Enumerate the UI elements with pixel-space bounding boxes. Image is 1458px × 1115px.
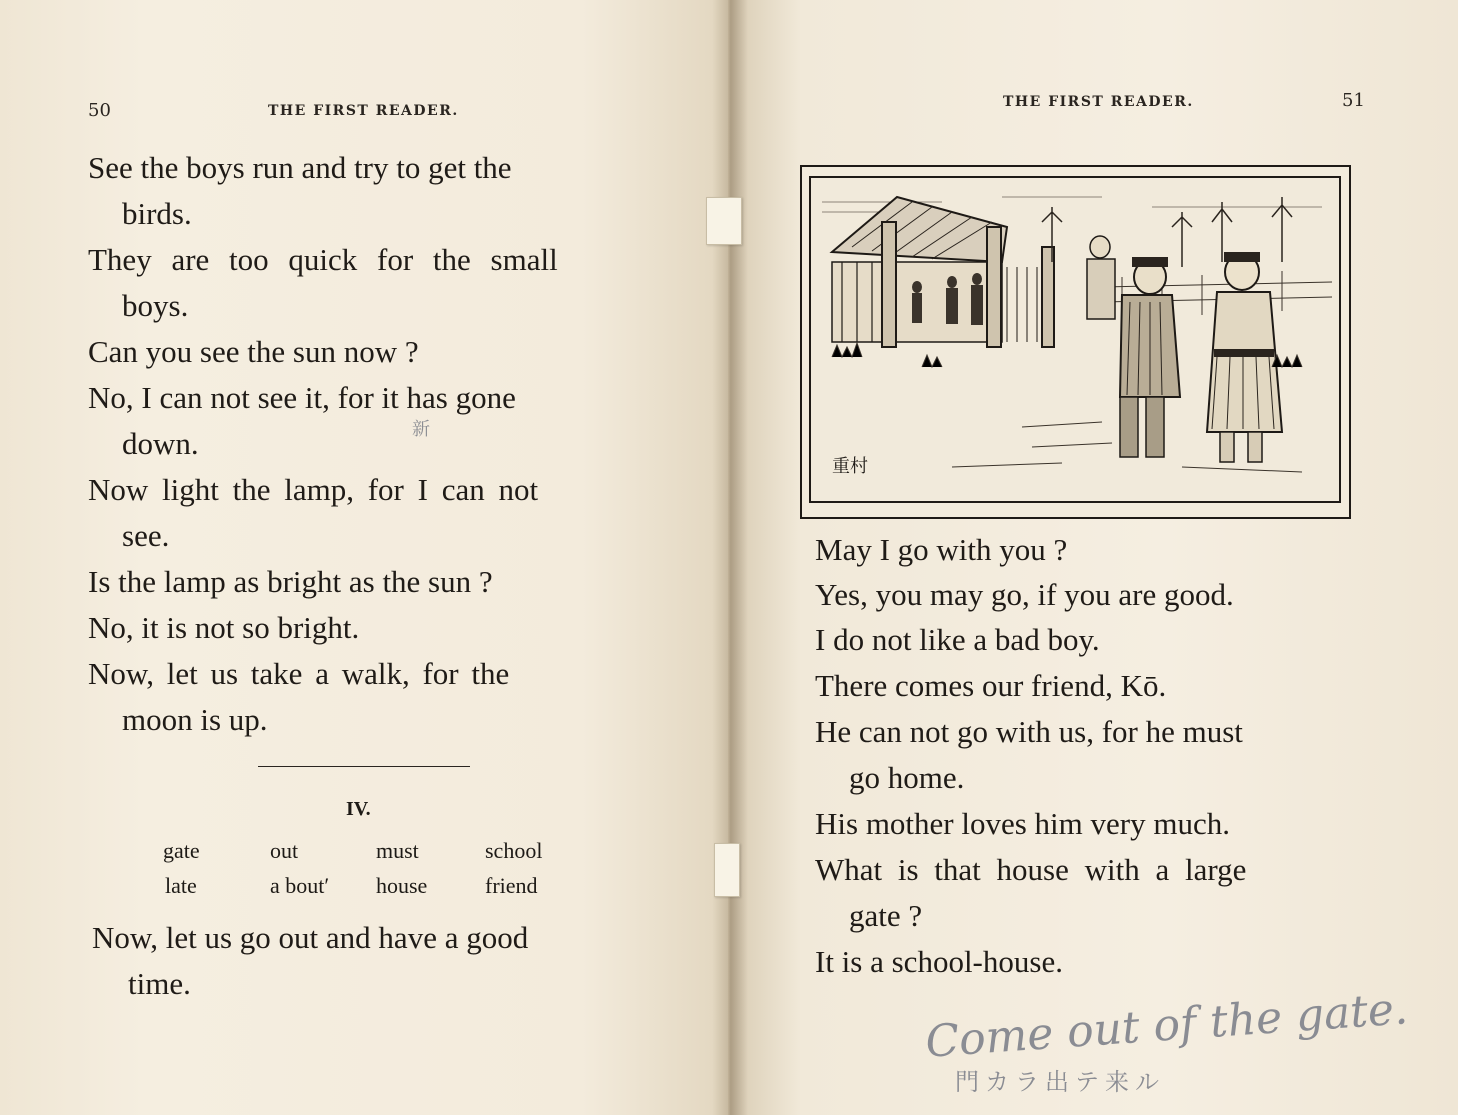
vocab-word: a bout′ [270,873,330,898]
text-line: down. [122,426,199,461]
book-gutter [712,0,748,1115]
text-line: No, I can not see it, for it has gone [88,380,516,415]
text-line: He can not go with us, for he must [815,714,1243,749]
text-line: Can you see the sun now ? [88,334,419,369]
vocab-word: must [376,838,419,863]
left-page-number: 50 [88,100,111,121]
illustration-boys-at-gate [800,165,1351,519]
vocab-word: school [485,838,543,863]
right-page-number: 51 [1342,90,1365,111]
section-divider [258,766,470,767]
text-line: Is the lamp as bright as the sun ? [88,564,493,599]
binding-tab-top [706,197,742,245]
binding-tab-bottom [714,843,740,897]
vocab-word: gate [163,838,200,863]
text-line: There comes our friend, Kō. [815,668,1167,703]
vocab-word: house [376,873,428,898]
text-line: time. [128,966,191,1001]
text-line: see. [122,518,170,553]
illustration-drawing [802,167,1349,517]
text-line: May I go with you ? [815,532,1068,567]
text-line: Yes, you may go, if you are good. [815,577,1234,612]
text-line: Now, let us go out and have a good [92,920,529,955]
lesson-number: IV. [346,798,371,820]
text-line: Now, let us take a walk, for the [88,656,510,691]
text-line: moon is up. [122,702,268,737]
handwritten-note-japanese: 門カラ出テ来ル [955,1068,1165,1096]
left-running-header: THE FIRST READER. [268,103,459,119]
text-line: go home. [849,760,965,795]
text-line: See the boys run and try to get the [88,150,512,185]
vocab-word: friend [485,873,538,898]
text-line: No, it is not so bright. [88,610,360,645]
illustration-signature: 重村 [832,456,868,477]
vocab-word: late [165,873,197,898]
text-line: It is a school-house. [815,944,1063,979]
text-line: What is that house with a large [815,852,1247,887]
text-line: boys. [122,288,189,323]
pencil-note: 新 [412,419,430,440]
text-line: Now light the lamp, for I can not [88,472,539,507]
text-line: His mother loves him very much. [815,806,1230,841]
text-line: They are too quick for the small [88,242,558,277]
text-line: gate ? [849,898,923,933]
vocab-word: out [270,838,299,863]
text-line: I do not like a bad boy. [815,622,1100,657]
text-line: birds. [122,196,192,231]
right-running-header: THE FIRST READER. [1003,94,1194,110]
handwritten-note: Come out of the gate. [923,983,1410,1068]
